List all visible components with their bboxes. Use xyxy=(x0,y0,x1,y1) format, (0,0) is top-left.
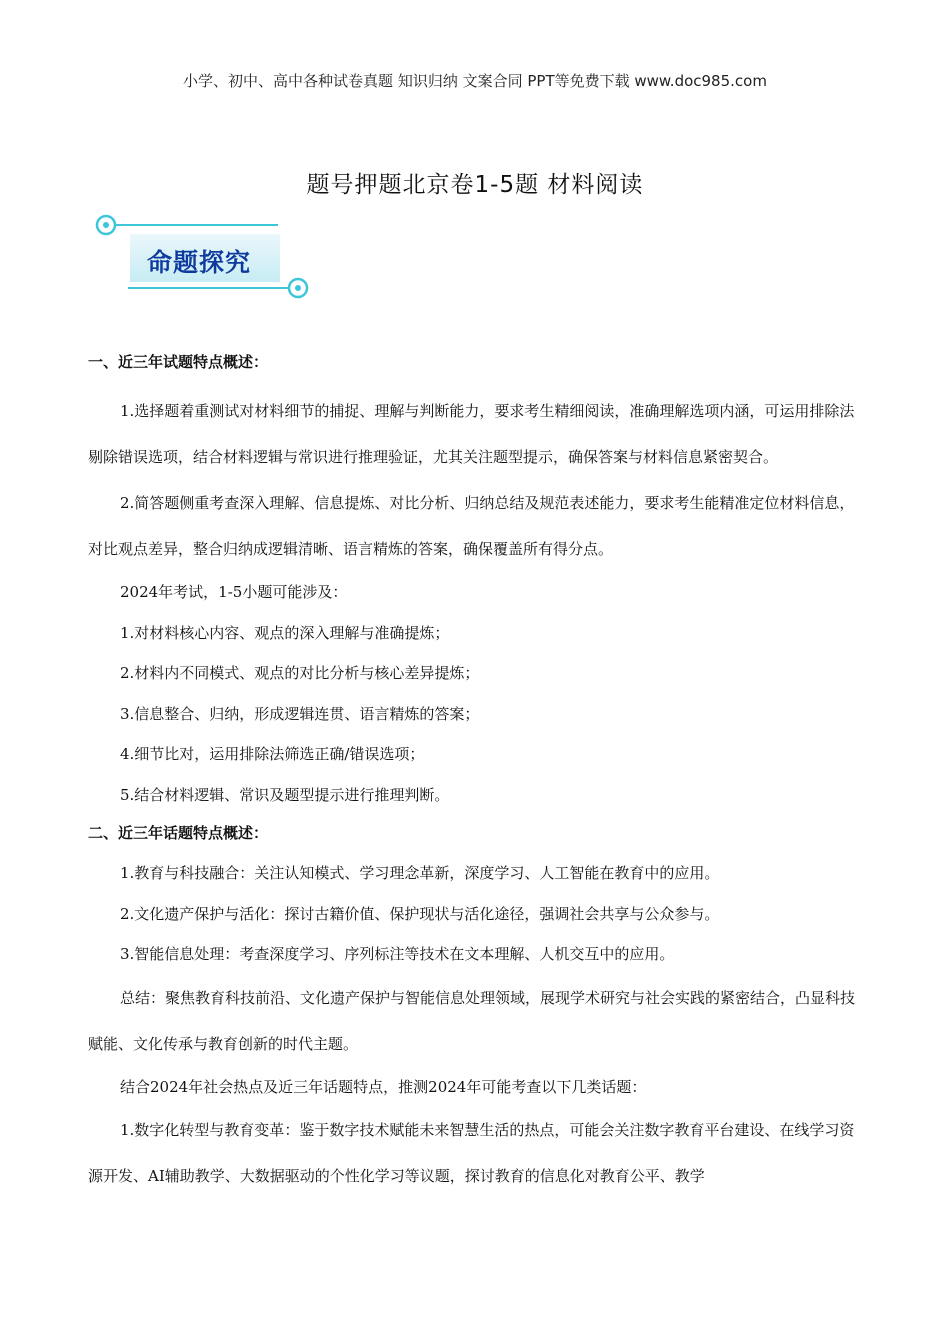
paragraph: 总结：聚焦教育科技前沿、文化遗产保护与智能信息处理领域，展现学术研究与社会实践的紧密结合，凸显科技赋能、文化传承与教育创新的时代主题。 xyxy=(88,988,856,1053)
list-item: 4.细节比对，运用排除法筛选正确/错误选项； xyxy=(120,745,425,763)
list-item: 3.信息整合、归纳，形成逻辑连贯、语言精炼的答案； xyxy=(120,704,480,723)
list-item: 5.结合材料逻辑、常识及题型提示进行推理判断。 xyxy=(120,785,450,804)
section-heading: 一、近三年试题特点概述： xyxy=(88,353,269,371)
paragraph: 2024年考试，1-5小题可能涉及： xyxy=(120,583,348,601)
section-heading: 二、近三年话题特点概述： xyxy=(88,824,269,842)
paragraph: 结合2024年社会热点及近三年话题特点，推测2024年可能考查以下几类话题： xyxy=(120,1077,647,1096)
document-body xyxy=(88,348,868,1199)
paragraph: 1.数字化转型与教育变革：鉴于数字技术赋能未来智慧生活的热点，可能会关注数字教育平台建设、在线学习资源开发、AI辅助教学、大数据驱动的个性化学习等议题，探讨教育的信息化对教育公平、教学 xyxy=(88,1121,855,1185)
section-badge xyxy=(92,208,317,304)
list-item: 3.智能信息处理：考查深度学习、序列标注等技术在文本理解、人机交互中的应用。 xyxy=(120,945,675,963)
list-item: 1.对材料核心内容、观点的深入理解与准确提炼； xyxy=(120,623,450,642)
list-item: 2.材料内不同模式、观点的对比分析与核心差异提炼； xyxy=(120,664,480,682)
paragraph: 2.简答题侧重考查深入理解、信息提炼、对比分析、归纳总结及规范表述能力，要求考生能精准定位材料信息，对比观点差异，整合归纳成逻辑清晰、语言精炼的答案，确保覆盖所有得分点。 xyxy=(88,494,855,558)
badge-label: 命题探究 xyxy=(147,248,252,277)
list-item: 2.文化遗产保护与活化：探讨古籍价值、保护现状与活化途径，强调社会共享与公众参与。 xyxy=(120,904,720,923)
paragraph: 1.选择题着重测试对材料细节的捕捉、理解与判断能力，要求考生精细阅读，准确理解选项内涵，可运用排除法剔除错误选项，结合材料逻辑与常识进行推理验证，尤其关注题型提示，确保答案与材料信息紧密契合。 xyxy=(88,402,855,466)
list-item: 1.教育与科技融合：关注认知模式、学习理念革新，深度学习、人工智能在教育中的应用。 xyxy=(120,864,720,882)
page-header: 小学、初中、高中各种试卷真题 知识归纳 文案合同 PPT等免费下载 www.doc985.com xyxy=(183,72,767,90)
document-title: 题号押题北京卷1-5题 材料阅读 xyxy=(306,172,644,198)
